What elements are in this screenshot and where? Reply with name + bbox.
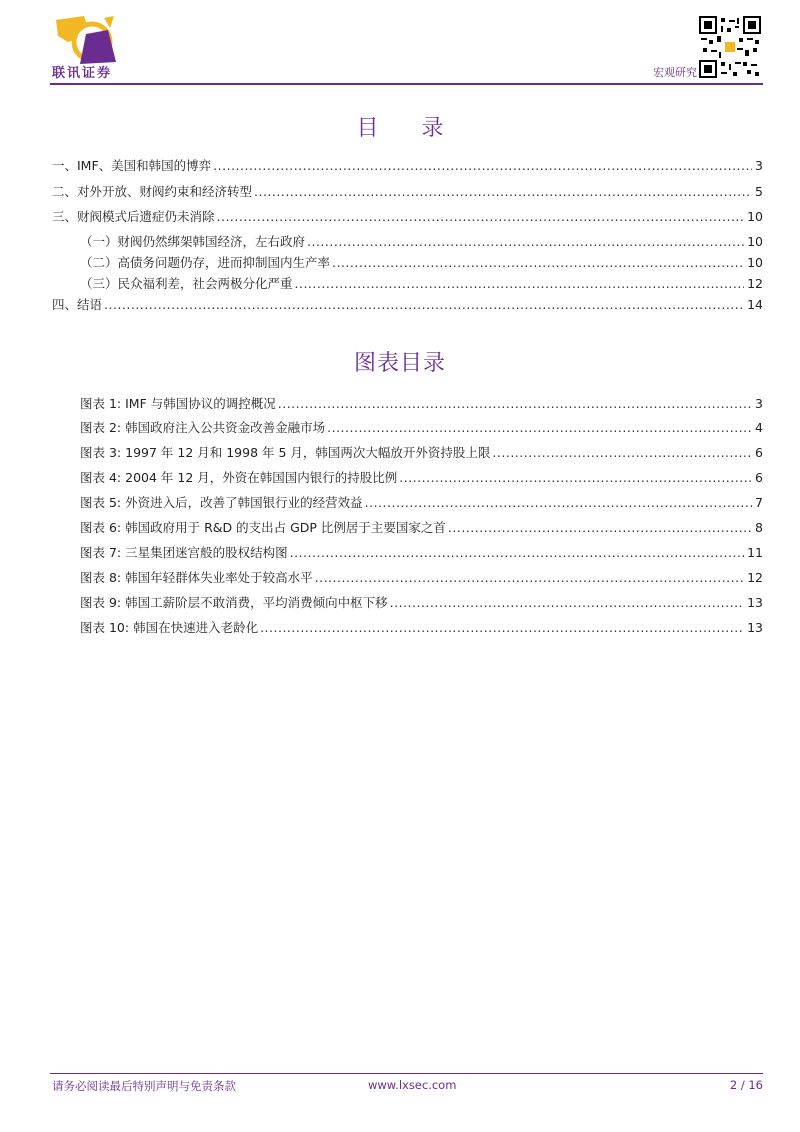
footer-divider bbox=[50, 1073, 763, 1074]
figure-entry-10[interactable] bbox=[80, 620, 763, 636]
toc-entry-page: 12 bbox=[747, 276, 763, 291]
figure-entry-label: 图表 4: 2004 年 12 月，外资在韩国国内银行的持股比例 bbox=[80, 470, 398, 485]
figure-entry-page: 4 bbox=[755, 420, 763, 435]
toc-entry-label: 三、财阀模式后遗症仍未消除 bbox=[52, 209, 215, 224]
figure-entry-label: 图表 5: 外资进入后，改善了韩国银行业的经营效益 bbox=[80, 495, 363, 510]
footer-website-link[interactable]: www.lxsec.com bbox=[368, 1078, 457, 1092]
toc-entry-label: 一、IMF、美国和韩国的博弈 bbox=[52, 158, 212, 173]
figure-entry-page: 13 bbox=[747, 595, 763, 610]
figure-entry-4[interactable] bbox=[80, 470, 763, 486]
figure-entry-label: 图表 7: 三星集团迷宫般的股权结构图 bbox=[80, 545, 288, 560]
figure-entry-label: 图表 10: 韩国在快速进入老龄化 bbox=[80, 620, 259, 635]
figure-entry-page: 7 bbox=[755, 495, 763, 510]
figure-entry-7[interactable] bbox=[80, 545, 763, 561]
figure-entry-6[interactable] bbox=[80, 520, 763, 536]
figure-entry-1[interactable] bbox=[80, 396, 763, 412]
figure-entry-5[interactable] bbox=[80, 495, 763, 511]
figure-entry-label: 图表 9: 韩国工薪阶层不敢消费，平均消费倾向中枢下移 bbox=[80, 595, 388, 610]
figure-entry-label: 图表 6: 韩国政府用于 R&D 的支出占 GDP 比例居于主要国家之首 bbox=[80, 520, 446, 535]
qr-code bbox=[699, 16, 761, 78]
figure-entry-label: 图表 2: 韩国政府注入公共资金改善金融市场 bbox=[80, 420, 326, 435]
figure-entry-label: 图表 3: 1997 年 12 月和 1998 年 5 月，韩国两次大幅放开外资持股上限 bbox=[80, 445, 491, 460]
figure-entry-page: 6 bbox=[755, 445, 763, 460]
figure-entry-page: 11 bbox=[747, 545, 763, 560]
toc-entry-page: 14 bbox=[747, 297, 763, 312]
toc-entry-3-2[interactable] bbox=[80, 255, 763, 271]
figure-entry-9[interactable] bbox=[80, 595, 763, 611]
figure-entry-page: 3 bbox=[755, 396, 763, 411]
toc-entry-label: （二）高债务问题仍存，进而抑制国内生产率 bbox=[80, 255, 331, 270]
section-tag: 宏观研究 bbox=[653, 66, 697, 79]
toc-entry-4[interactable] bbox=[52, 297, 763, 313]
figure-entry-page: 12 bbox=[747, 570, 763, 585]
toc-entry-page: 10 bbox=[747, 255, 763, 270]
toc-entry-page: 3 bbox=[755, 158, 763, 173]
toc-title: 目 录 bbox=[356, 116, 462, 141]
toc-entry-page: 5 bbox=[755, 184, 763, 199]
figure-entry-3[interactable] bbox=[80, 445, 763, 461]
toc-entry-label: 二、对外开放、财阀约束和经济转型 bbox=[52, 184, 253, 199]
toc-entry-label: 四、结语 bbox=[52, 297, 103, 312]
figure-list-title: 图表目录 bbox=[353, 351, 446, 376]
figure-entry-label: 图表 8: 韩国年轻群体失业率处于较高水平 bbox=[80, 570, 313, 585]
logo-text: 联讯证券 bbox=[52, 66, 113, 81]
toc-entry-3-1[interactable] bbox=[80, 234, 763, 250]
toc-entry-1[interactable] bbox=[52, 158, 763, 174]
page-indicator: 2 / 16 bbox=[729, 1078, 763, 1092]
figure-entry-label: 图表 1: IMF 与韩国协议的调控概况 bbox=[80, 396, 276, 411]
toc-entry-3-3[interactable] bbox=[80, 276, 763, 292]
toc-entry-label: （三）民众福利差，社会两极分化严重 bbox=[80, 276, 293, 291]
toc-entry-page: 10 bbox=[747, 234, 763, 249]
figure-entry-page: 6 bbox=[755, 470, 763, 485]
figure-entry-page: 13 bbox=[747, 620, 763, 635]
toc-entry-2[interactable] bbox=[52, 184, 763, 200]
header-divider bbox=[50, 83, 763, 85]
toc-entry-page: 10 bbox=[747, 209, 763, 224]
figure-entry-2[interactable] bbox=[80, 420, 763, 436]
footer-disclaimer: 请务必阅读最后特别声明与免责条款 bbox=[52, 1079, 236, 1093]
figure-entry-8[interactable] bbox=[80, 570, 763, 586]
toc-entry-3[interactable] bbox=[52, 209, 763, 225]
figure-entry-page: 8 bbox=[755, 520, 763, 535]
toc-entry-label: （一）财阀仍然绑架韩国经济，左右政府 bbox=[80, 234, 306, 249]
